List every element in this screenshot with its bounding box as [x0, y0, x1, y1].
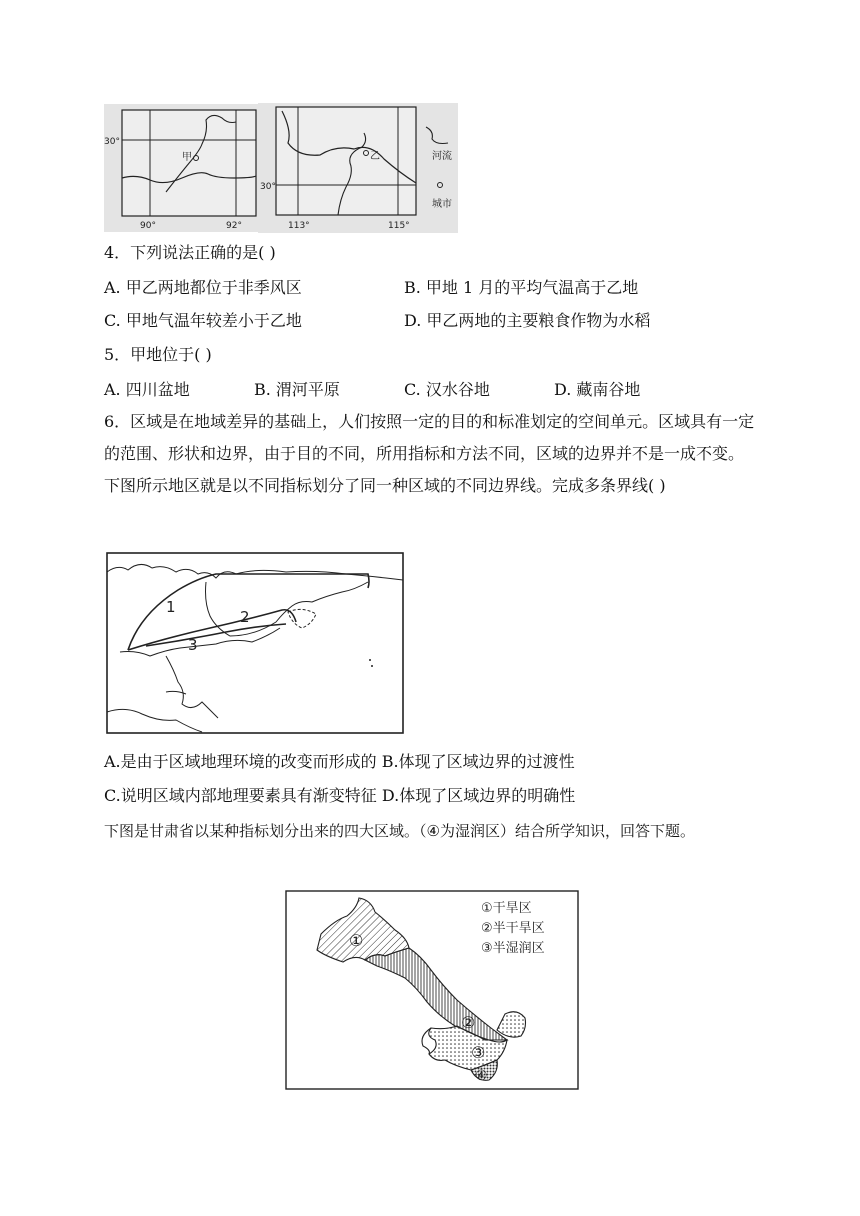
gansu-legend-1: ①干旱区	[481, 901, 532, 916]
boundary-line-label-2: 2	[240, 608, 250, 626]
q4-option-b[interactable]: B. 甲地 1 月的平均气温高于乙地	[404, 278, 639, 297]
city-yi-label: 乙	[370, 151, 380, 162]
lon-label-92: 92°	[226, 221, 242, 231]
gansu-region-label-4: ④	[475, 1068, 488, 1084]
gansu-intro: 下图是甘肃省以某种指标划分出来的四大区域。（④为湿润区）结合所学知识，回答下题。	[104, 822, 695, 840]
q5-option-d[interactable]: D. 藏南谷地	[554, 380, 641, 399]
gansu-legend-3: ③半湿润区	[481, 941, 545, 956]
q4-stem: 4．下列说法正确的是( )	[104, 243, 276, 262]
lon-label-113: 113°	[288, 221, 310, 231]
gansu-legend-2: ②半干旱区	[481, 921, 545, 936]
boundary-line-label-1: 1	[166, 598, 176, 616]
boundary-map	[106, 552, 404, 734]
q6-options-cd[interactable]: C.说明区域内部地理要素具有渐变特征 D.体现了区域边界的明确性	[104, 786, 576, 805]
q4-option-c[interactable]: C. 甲地气温年较差小于乙地	[104, 311, 302, 330]
q6-options-ab[interactable]: A.是由于区域地理环境的改变而形成的 B.体现了区域边界的过渡性	[104, 752, 575, 771]
lat-label: 30°	[104, 137, 120, 147]
legend-city-label: 城市	[432, 199, 452, 210]
legend-river-label: 河流	[432, 151, 452, 162]
q6-stem: 6．区域是在地域差异的基础上，人们按照一定的目的和标准划定的空间单元。区域具有一定的范围、形状和边界，由于目的不同，所用指标和方法不同，区域的边界并不是一成不变。下图所示地区就是以不同指标划分了同一种区域的不同边界线。完成多条界线( )	[104, 412, 755, 495]
gansu-map	[285, 890, 579, 1090]
lon-label-115: 115°	[388, 221, 410, 231]
q5-stem: 5．甲地位于( )	[104, 345, 212, 364]
gansu-region-label-2: ②	[461, 1013, 476, 1032]
q5-option-c[interactable]: C. 汉水谷地	[404, 380, 490, 399]
q4-option-d[interactable]: D. 甲乙两地的主要粮食作物为水稻	[404, 311, 651, 330]
gansu-region-label-1: ①	[349, 931, 364, 950]
q5-option-b[interactable]: B. 渭河平原	[254, 380, 340, 399]
lat-label: 30°	[260, 182, 276, 192]
gansu-region-label-3: ③	[471, 1043, 486, 1062]
q5-option-a[interactable]: A. 四川盆地	[104, 380, 190, 399]
boundary-line-label-3: 3	[188, 636, 198, 654]
map-yi	[258, 103, 458, 233]
q4-option-a[interactable]: A. 甲乙两地都位于非季风区	[104, 278, 302, 297]
map-jia	[104, 104, 258, 232]
lon-label-90: 90°	[140, 221, 156, 231]
city-jia-label: 甲	[182, 152, 192, 163]
